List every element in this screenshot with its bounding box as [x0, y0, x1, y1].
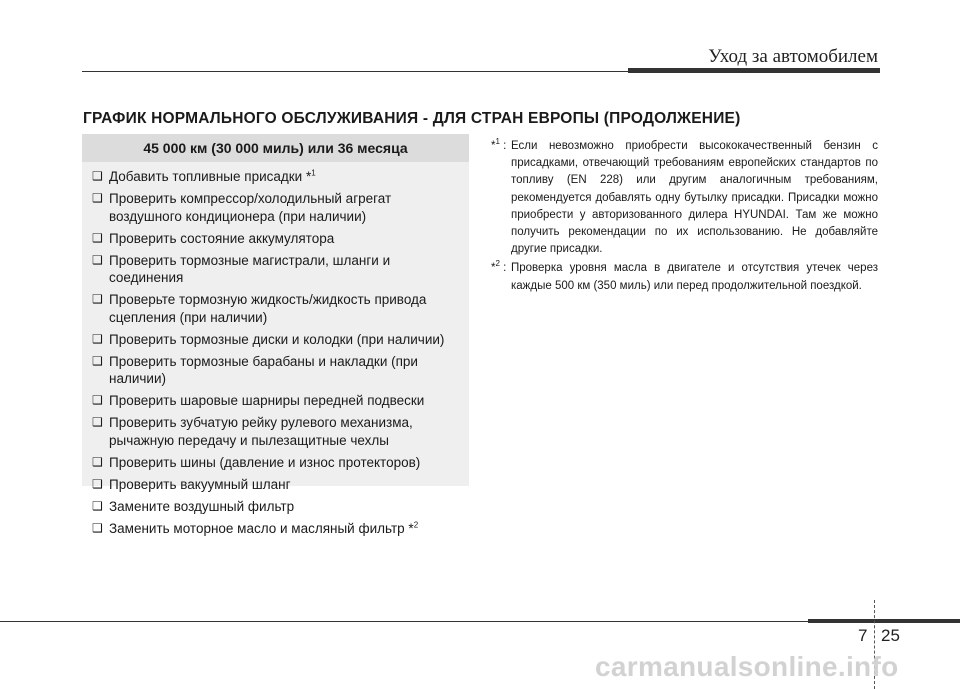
- checklist-item-label: Проверить зубчатую рейку рулевого механизма, рычажную передачу и пылезащитные чехлы: [109, 415, 413, 448]
- checklist-item: [92, 230, 465, 247]
- checklist-item: [92, 291, 465, 326]
- checkbox-icon: ❑: [92, 393, 103, 408]
- footnote-text: Проверка уровня масла в двигателе и отсутствия утечек через каждые 500 км (350 миль) или перед продолжительной поездкой.: [511, 262, 878, 292]
- checklist-item: [92, 520, 465, 537]
- checklist-item-text: [109, 168, 465, 185]
- checklist-item-label: Замените воздушный фильтр: [109, 499, 295, 515]
- checklist-item-text: [109, 230, 465, 247]
- checklist-item: [92, 168, 465, 185]
- checklist-item: [92, 353, 465, 388]
- header-title: Уход за автомобилем: [708, 46, 878, 67]
- checklist-item-text: [109, 392, 465, 409]
- checklist-item-label: Заменить моторное масло и масляный фильтр *: [109, 521, 414, 537]
- watermark: carmanualsonline.info: [595, 651, 899, 682]
- checkbox-icon: ❑: [92, 521, 103, 536]
- checklist-item-text: [109, 291, 465, 326]
- footnote-number: 1: [495, 137, 500, 147]
- checklist-item-text: [109, 252, 465, 287]
- footnotes: [491, 138, 878, 297]
- header-rule-thick: [628, 68, 880, 73]
- checklist-item-text: [109, 476, 465, 493]
- footnote: [491, 138, 878, 258]
- footnote-text: Если невозможно приобрести высококачественный бензин с присадками, отвечающий требованиям европейских стандартов по топливу (EN 228) или другим аналогичным требованиям, рекомендуется добавлять одну бутылку присадки. Присадки можно приобрести у авторизованного дилера HYUNDAI. Там же можно получить рекомендации по их использованию. Не добавляйте другие присадки.: [511, 140, 878, 256]
- checklist-item-label: Проверьте тормозную жидкость/жидкость привода сцепления (при наличии): [109, 292, 427, 325]
- checklist-item: [92, 190, 465, 225]
- checklist-item: [92, 392, 465, 409]
- checklist-item-text: [109, 520, 465, 537]
- checklist-item-label: Проверить шаровые шарниры передней подвески: [109, 393, 425, 409]
- checkbox-icon: ❑: [92, 353, 103, 368]
- checklist-item-label: Проверить компрессор/холодильный агрегат воздушного кондиционера (при наличии): [109, 191, 392, 224]
- checklist-item-label: Проверить шины (давление и износ протекторов): [109, 454, 421, 470]
- checklist-item: [92, 414, 465, 449]
- footnote-separator: :: [499, 262, 507, 275]
- chapter-number: 7: [858, 626, 868, 645]
- footnote-star: *: [491, 262, 496, 275]
- checklist-item-label: Проверить тормозные диски и колодки (при наличии): [109, 331, 445, 347]
- checklist-item: [92, 498, 465, 515]
- checklist-item: [92, 331, 465, 348]
- checkbox-icon: ❑: [92, 454, 103, 469]
- checkbox-icon: ❑: [92, 191, 103, 206]
- checklist-item-label: Проверить вакуумный шланг: [109, 476, 291, 492]
- checkbox-icon: ❑: [92, 415, 103, 430]
- footnote-ref: 1: [311, 168, 316, 178]
- section-title: ГРАФИК НОРМАЛЬНОГО ОБСЛУЖИВАНИЯ - ДЛЯ СТРАН ЕВРОПЫ (ПРОДОЛЖЕНИЕ): [83, 110, 741, 127]
- checklist-item-text: [109, 498, 465, 515]
- checklist-item-text: [109, 454, 465, 471]
- footnote-ref: 2: [413, 520, 419, 530]
- page-number: 25: [881, 626, 900, 645]
- footnote-marker: [491, 138, 511, 258]
- checklist-item: [92, 454, 465, 471]
- checklist-item-label: Проверить тормозные барабаны и накладки (при наличии): [109, 353, 418, 387]
- checklist-item-label: Проверить тормозные магистрали, шланги и соединения: [109, 252, 391, 286]
- interval-header: 45 000 км (30 000 миль) или 36 месяца: [82, 134, 469, 162]
- checklist-item-label: Добавить топливные присадки *: [109, 169, 312, 184]
- checkbox-icon: ❑: [92, 230, 103, 245]
- header-rule-thin: [82, 71, 630, 72]
- checklist-item-text: [109, 353, 465, 388]
- footnote-number: 2: [495, 259, 500, 269]
- checkbox-icon: ❑: [92, 169, 103, 183]
- interval-checklist: [82, 162, 469, 538]
- checklist-item-text: [109, 331, 465, 348]
- interval-box: [82, 134, 469, 537]
- checklist-item: [92, 476, 465, 493]
- page-rule-thick: [808, 619, 960, 623]
- footnote-star: *: [491, 140, 496, 152]
- footnote-separator: :: [499, 140, 507, 152]
- footnote: [491, 260, 878, 294]
- checkbox-icon: ❑: [92, 292, 103, 307]
- checklist-item-text: [109, 190, 465, 225]
- checklist-item: [92, 252, 465, 287]
- checklist-item-text: [109, 414, 465, 449]
- checkbox-icon: ❑: [92, 331, 103, 346]
- checkbox-icon: ❑: [92, 252, 103, 267]
- checkbox-icon: ❑: [92, 476, 103, 491]
- footnote-marker: [491, 260, 511, 294]
- checkbox-icon: ❑: [92, 499, 103, 514]
- checklist-item-label: Проверить состояние аккумулятора: [109, 230, 335, 246]
